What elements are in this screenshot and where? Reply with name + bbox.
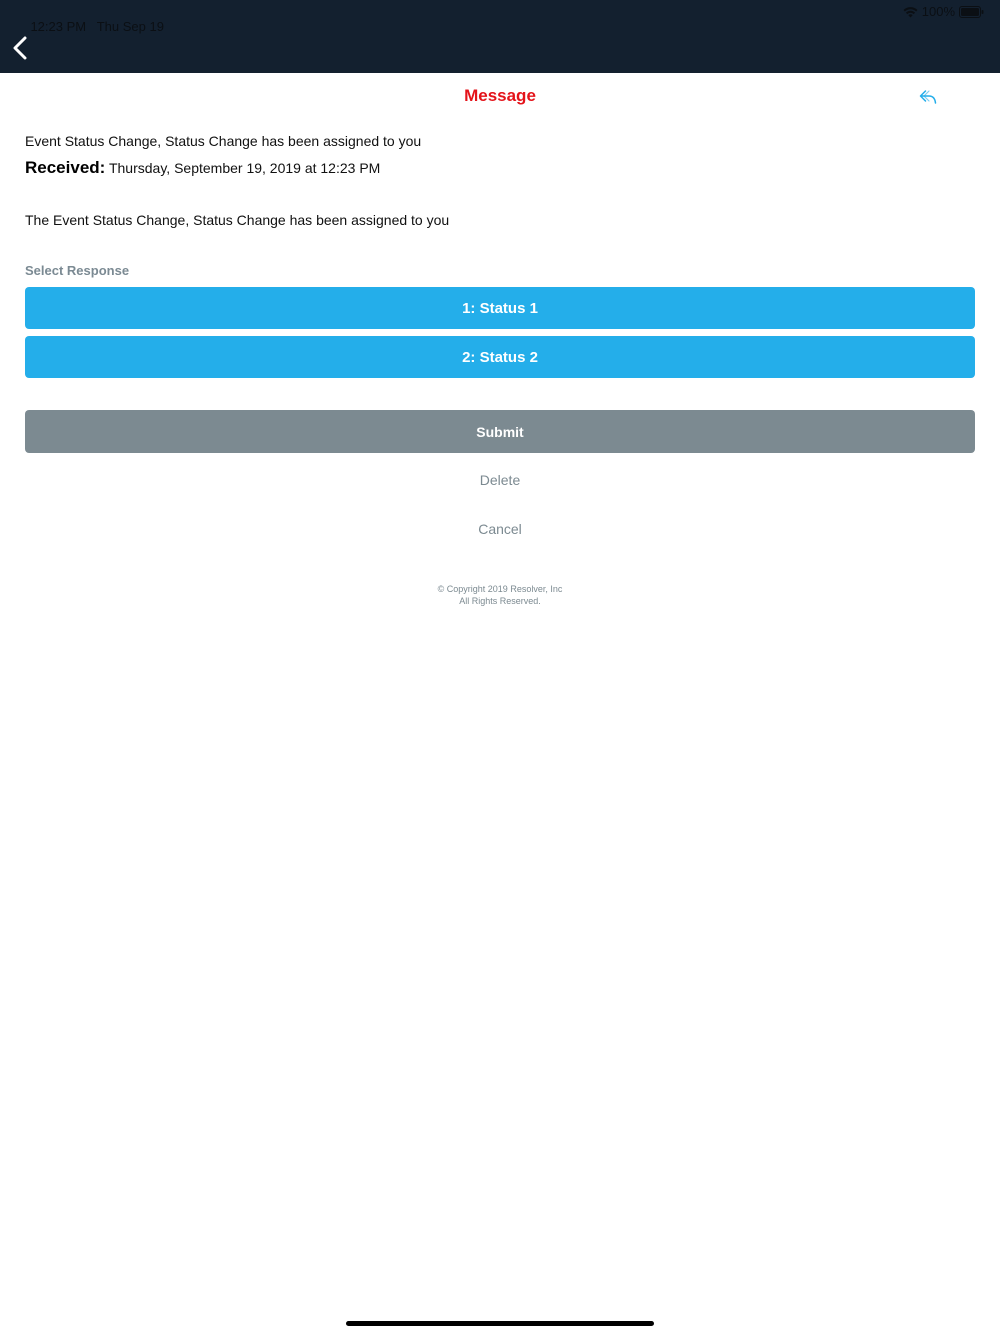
home-indicator[interactable] — [346, 1321, 654, 1326]
reply-arrow-icon — [919, 89, 937, 105]
delete-button[interactable]: Delete — [479, 472, 521, 488]
status-date-text: Thu Sep 19 — [96, 19, 164, 34]
message-subject: Event Status Change, Status Change has been assigned to you — [25, 133, 422, 149]
footer — [0, 583, 1000, 607]
received-date: Thursday, September 19, 2019 at 12:23 PM — [108, 160, 381, 176]
chevron-left-icon — [12, 36, 28, 60]
navigation-bar — [0, 0, 1000, 73]
received-line — [25, 158, 380, 178]
response-option-status-1[interactable]: 1: Status 1 — [25, 287, 975, 329]
back-button[interactable] — [6, 30, 34, 66]
submit-button[interactable]: Submit — [25, 410, 975, 453]
status-time-text: 12:23 PM — [30, 19, 87, 34]
battery-icon — [959, 6, 984, 18]
cancel-button[interactable]: Cancel — [478, 521, 522, 537]
footer-copyright: © Copyright 2019 Resolver, Inc — [437, 584, 563, 594]
status-bar-time — [16, 4, 164, 49]
select-response-label: Select Response — [25, 263, 130, 278]
response-option-status-2[interactable]: 2: Status 2 — [25, 336, 975, 378]
battery-percent: 100% — [921, 4, 955, 19]
reply-button[interactable] — [916, 86, 940, 108]
message-body: The Event Status Change, Status Change has been assigned to you — [25, 212, 450, 228]
status-bar-right — [903, 4, 984, 19]
page-title: Message — [464, 86, 536, 105]
wifi-icon — [903, 6, 918, 18]
footer-rights: All Rights Reserved. — [459, 596, 541, 606]
received-label: Received: — [25, 158, 106, 177]
